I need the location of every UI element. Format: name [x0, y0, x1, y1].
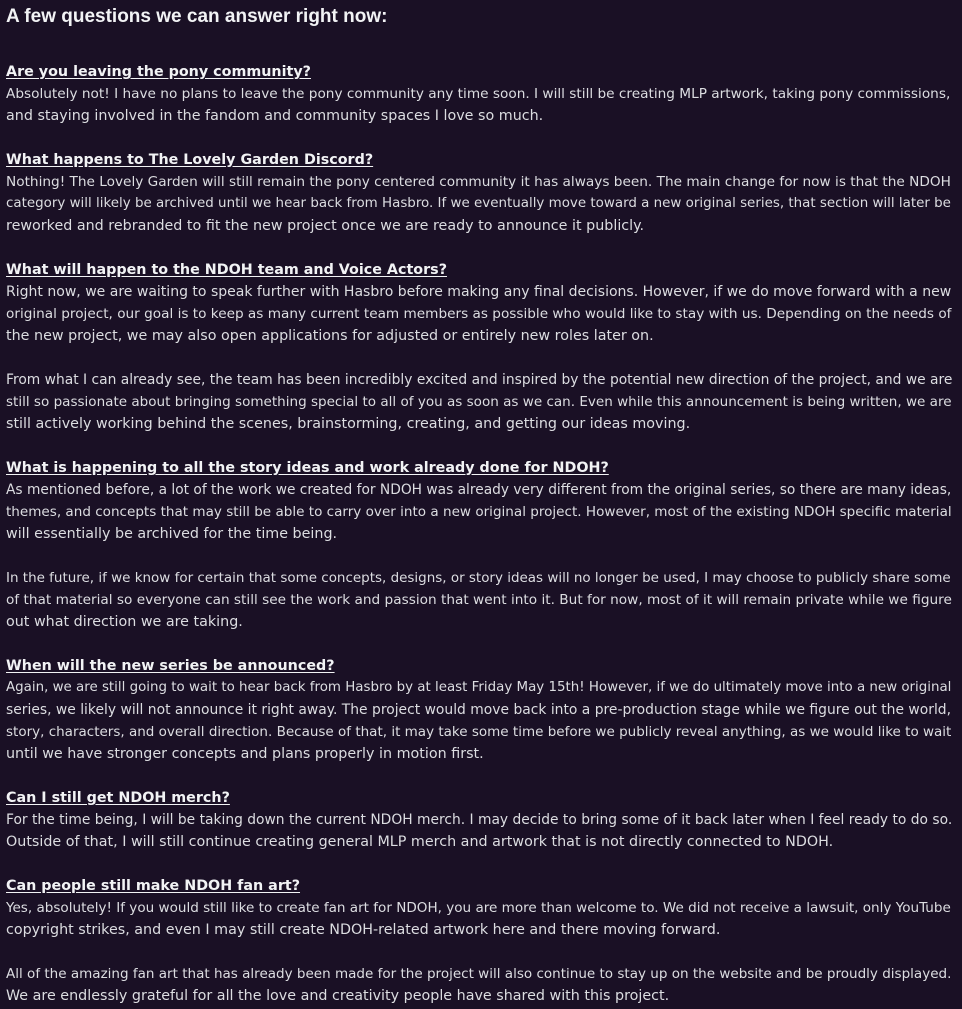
answer-line: still so passionate about bringing something special to all of you as soon as we can. Even while this announcement is being written, we are: [6, 394, 952, 410]
faq-question-line: [6, 149, 952, 171]
faq-answer-paragraph: [6, 567, 952, 633]
answer-line: story, characters, and overall direction. Because of that, it may take some time before we publicly reveal anything, as we would like to wait: [6, 724, 952, 740]
section-gap: [6, 853, 952, 875]
faq-answer-paragraph: [6, 171, 952, 237]
message-heading: A few questions we can answer right now:: [6, 6, 388, 27]
answer-line: Right now, we are waiting to speak further with Hasbro before making any final decisions. However, if we do move forward with a new: [6, 284, 952, 300]
faq-section: [6, 875, 952, 1007]
section-gap: [6, 127, 952, 149]
answer-line: the new project, we may also open applications for adjusted or entirely new roles later on.: [6, 328, 654, 344]
answer-line: In the future, if we know for certain that some concepts, designs, or story ideas will no longer be used, I may choose to publicly share some: [6, 570, 951, 586]
answer-line: We are endlessly grateful for all the love and creativity people have shared with this project.: [6, 988, 670, 1004]
faq-answer-paragraph: [6, 83, 952, 127]
faq-question: When will the new series be announced?: [6, 658, 335, 674]
answer-line: out what direction we are taking.: [6, 614, 243, 630]
heading-spacer: [6, 29, 952, 61]
answer-line: Nothing! The Lovely Garden will still remain the pony centered community it has always been. The main change for now is that the NDOH: [6, 174, 951, 190]
faq-section: [6, 149, 952, 237]
faq-question: Are you leaving the pony community?: [6, 64, 311, 80]
answer-line: Again, we are still going to wait to hear back from Hasbro by at least Friday May 15th! However, if we do ultimately move into a new original: [6, 680, 952, 695]
faq-question: What is happening to all the story ideas and work already done for NDOH?: [6, 460, 609, 476]
answer-line: will essentially be archived for the time being.: [6, 526, 338, 542]
faq-section: [6, 457, 952, 633]
faq-section: [6, 787, 952, 853]
faq-question: Can people still make NDOH fan art?: [6, 878, 301, 894]
faq-question-line: [6, 655, 952, 677]
paragraph-gap: [6, 545, 952, 567]
answer-line: copyright strikes, and even I may still create NDOH-related artwork here and there moving forward.: [6, 922, 721, 938]
faq-question: Can I still get NDOH merch?: [6, 790, 230, 806]
answer-line: From what I can already see, the team has been incredibly excited and inspired by the potential new direction of the project, and we are: [6, 372, 953, 388]
section-gap: [6, 237, 952, 259]
faq-question-line: [6, 787, 952, 809]
faq-question-line: [6, 875, 952, 897]
section-gap: [6, 765, 952, 787]
answer-line: series, we likely will not announce it right away. The project would move back into a pre-production stage while we figure out the world,: [6, 702, 952, 718]
answer-line: As mentioned before, a lot of the work we created for NDOH was already very different from the original series, so there are many ideas,: [6, 482, 952, 498]
faq-answer-paragraph: [6, 369, 952, 435]
faq-section: [6, 61, 952, 127]
section-gap: [6, 435, 952, 457]
faq-sections: [6, 61, 952, 1007]
answer-line: themes, and concepts that may still be able to carry over into a new original project. However, most of the existing NDOH specific material: [6, 504, 952, 520]
faq-answer-paragraph: [6, 963, 952, 1007]
answer-line: For the time being, I will be taking down the current NDOH merch. I may decide to bring some of it back later when I feel ready to do so.: [6, 812, 953, 828]
faq-question: What will happen to the NDOH team and Voice Actors?: [6, 262, 447, 278]
answer-line: reworked and rebranded to fit the new project once we are ready to announce it publicly.: [6, 218, 645, 234]
section-gap: [6, 633, 952, 655]
answer-line: Outside of that, I will still continue creating general MLP merch and artwork that is not directly connected to NDOH.: [6, 834, 834, 850]
faq-answer-paragraph: [6, 809, 952, 853]
answer-line: and staying involved in the fandom and community spaces I love so much.: [6, 108, 544, 124]
faq-answer-paragraph: [6, 479, 952, 545]
faq-question-line: [6, 259, 952, 281]
answer-line: All of the amazing fan art that has already been made for the project will also continue to stay up on the website and be proudly displayed.: [6, 966, 952, 982]
answer-line: original project, our goal is to keep as many current team members as possible who would like to stay with us. Depending on the needs of: [6, 306, 952, 322]
faq-question: What happens to The Lovely Garden Discord?: [6, 152, 374, 168]
answer-line: until we have stronger concepts and plans properly in motion first.: [6, 746, 484, 762]
answer-line: of that material so everyone can still see the work and passion that went into it. But for now, most of it will remain private while we figure: [6, 592, 952, 608]
faq-section: [6, 259, 952, 435]
answer-line: category will likely be archived until we hear back from Hasbro. If we eventually move toward a new original series, that section will later be: [6, 196, 951, 211]
faq-answer-paragraph: [6, 897, 952, 941]
faq-question-line: [6, 61, 952, 83]
answer-line: Yes, absolutely! If you would still like to create fan art for NDOH, you are more than welcome to. We did not receive a lawsuit, only YouTube: [6, 900, 951, 916]
paragraph-gap: [6, 347, 952, 369]
answer-line: Absolutely not! I have no plans to leave the pony community any time soon. I will still be creating MLP artwork, taking pony commissions,: [6, 86, 951, 102]
faq-section: [6, 655, 952, 765]
paragraph-gap: [6, 941, 952, 963]
faq-answer-paragraph: [6, 677, 952, 765]
faq-question-line: [6, 457, 952, 479]
faq-answer-paragraph: [6, 281, 952, 347]
answer-line: still actively working behind the scenes, brainstorming, creating, and getting our ideas moving.: [6, 416, 691, 432]
